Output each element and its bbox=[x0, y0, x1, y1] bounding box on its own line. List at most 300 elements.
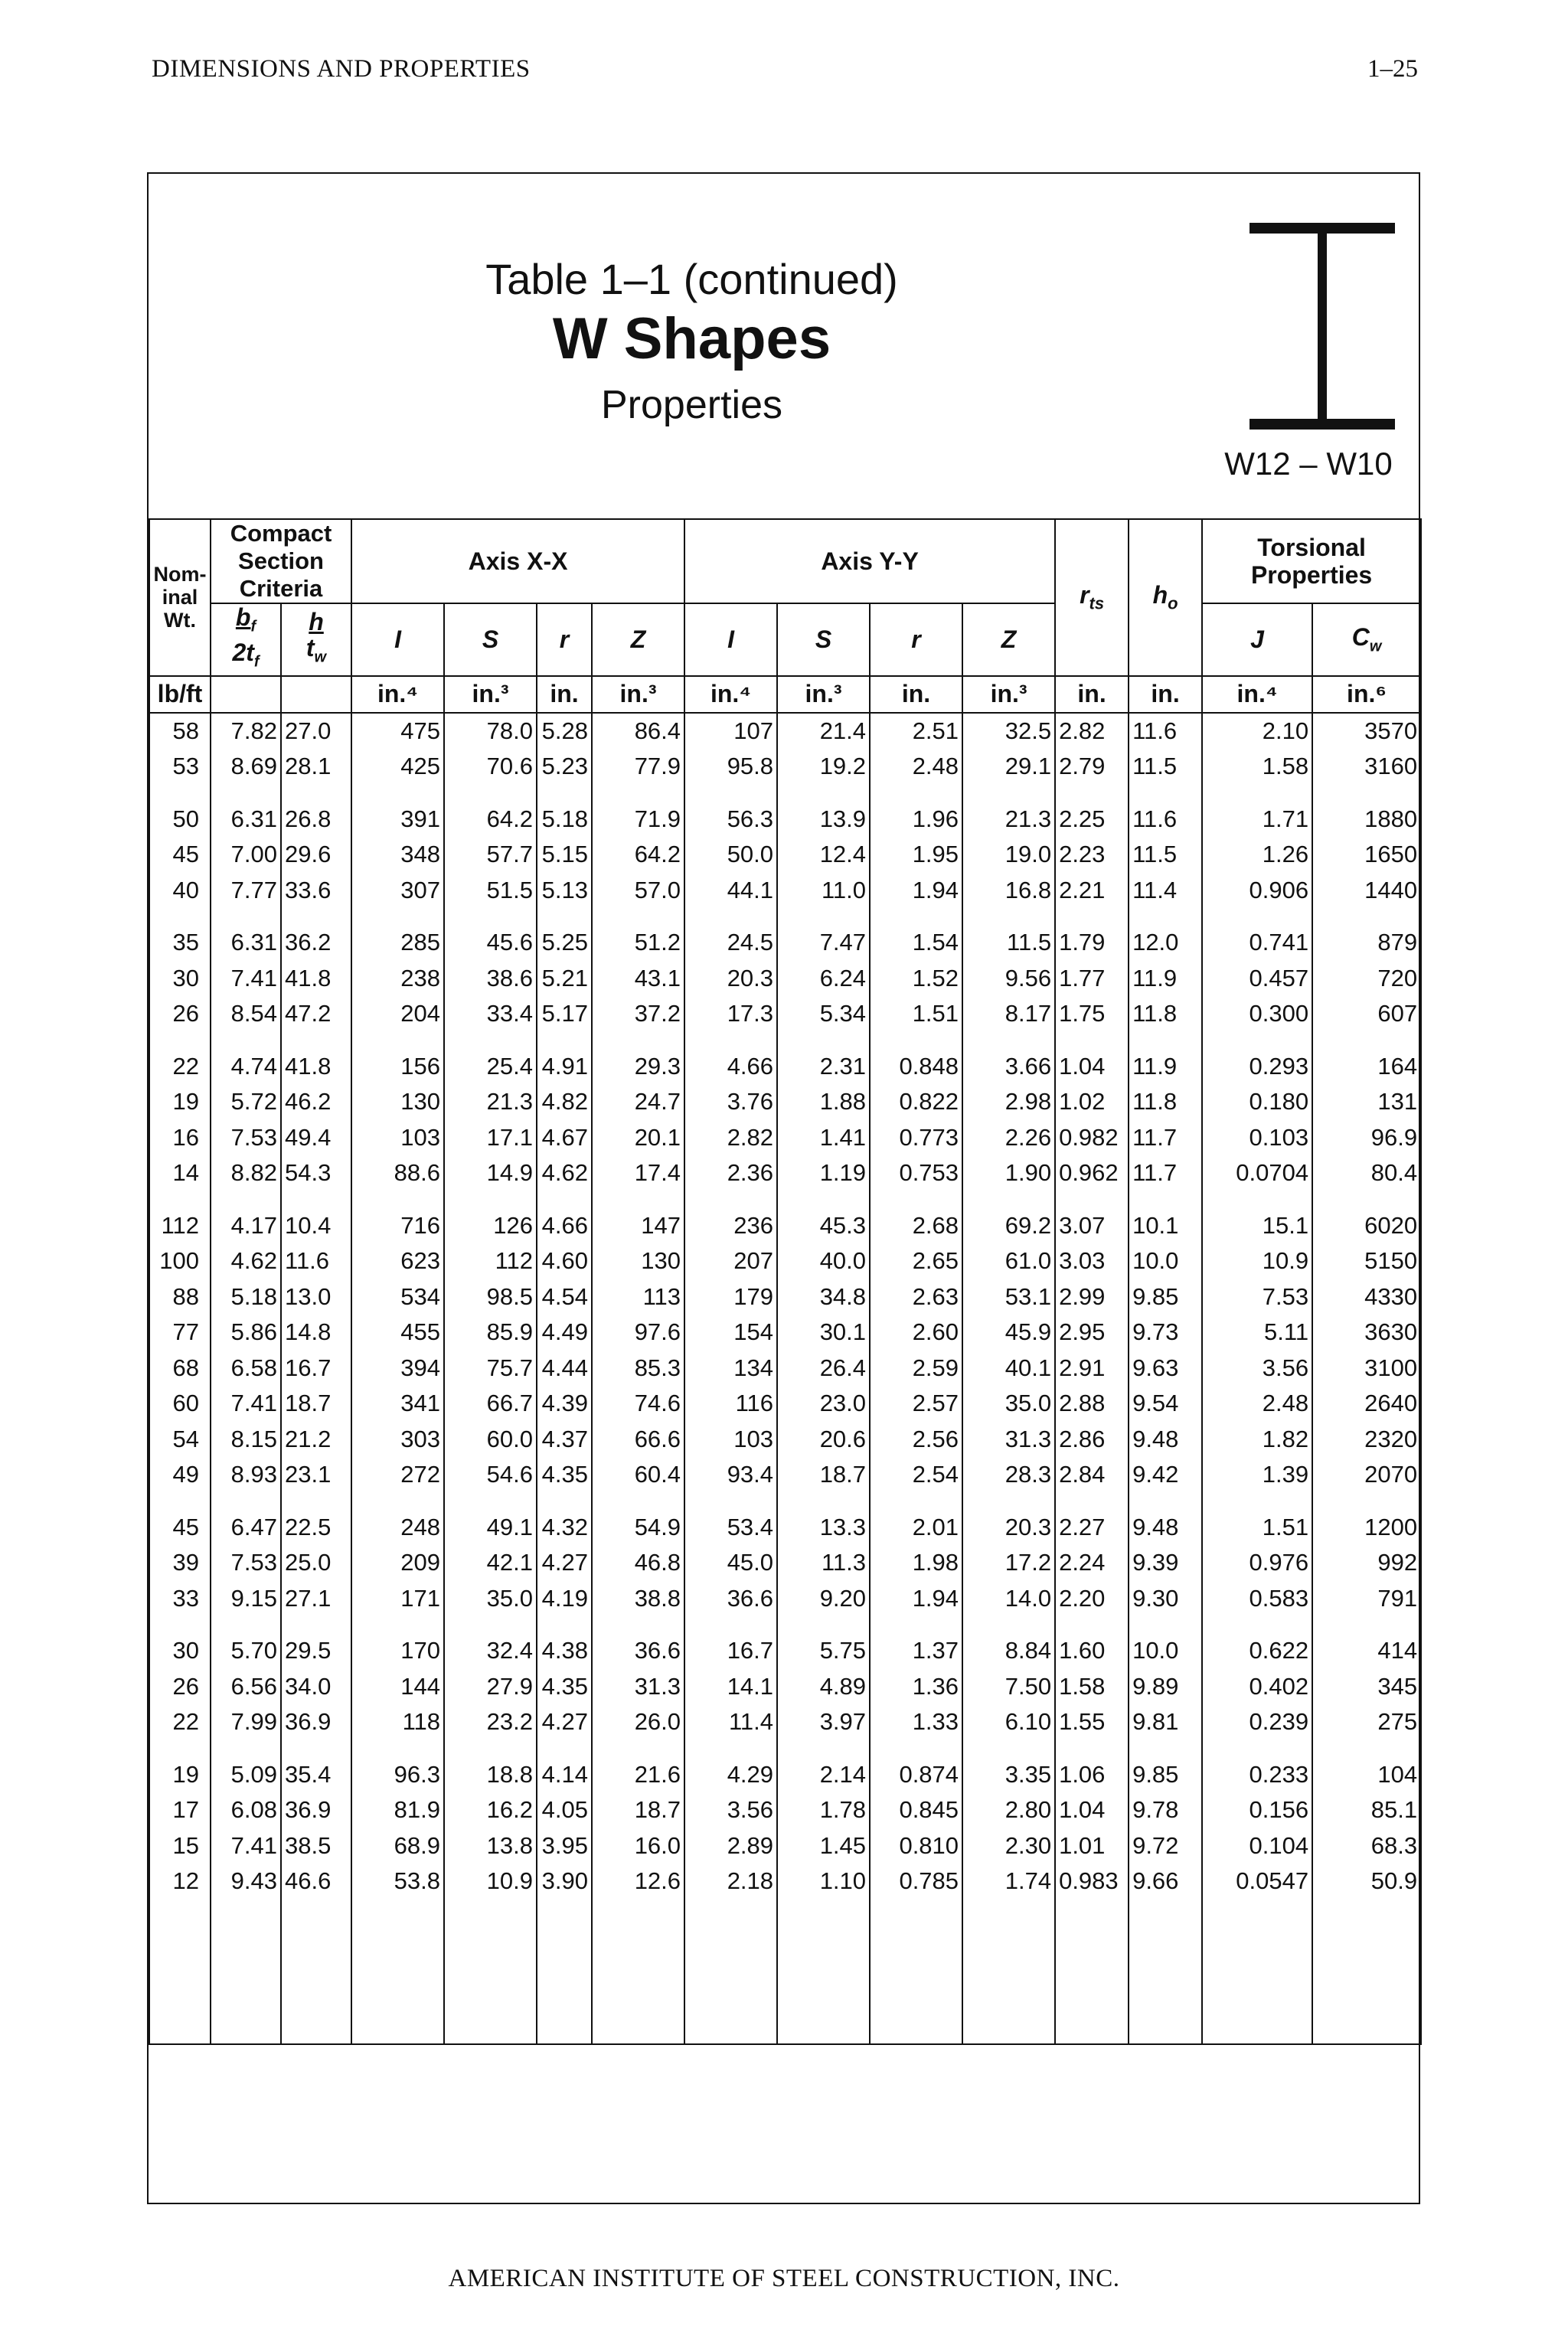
table-cell: 51.2 bbox=[592, 925, 684, 961]
spacer-cell bbox=[870, 785, 962, 802]
table-cell: 1.58 bbox=[1055, 1669, 1129, 1705]
table-cell: 34.0 bbox=[281, 1669, 351, 1705]
table-cell: 147 bbox=[592, 1208, 684, 1244]
table-cell: 0.457 bbox=[1202, 961, 1312, 997]
table-cell: 8.15 bbox=[211, 1422, 281, 1458]
table-cell: 0.976 bbox=[1202, 1545, 1312, 1581]
table-cell: 30 bbox=[149, 1633, 211, 1669]
header-j: J bbox=[1202, 603, 1312, 676]
table-cell: 80.4 bbox=[1312, 1155, 1421, 1191]
table-cell: 9.78 bbox=[1129, 1792, 1202, 1828]
table-cell: 20.6 bbox=[777, 1422, 870, 1458]
table-cell: 74.6 bbox=[592, 1386, 684, 1422]
table-row bbox=[149, 1757, 1421, 1793]
table-cell: 391 bbox=[351, 802, 444, 838]
table-cell: 16.2 bbox=[444, 1792, 537, 1828]
table-cell: 9.73 bbox=[1129, 1315, 1202, 1351]
table-cell: 11.7 bbox=[1129, 1120, 1202, 1156]
empty-cell bbox=[1202, 1900, 1312, 2044]
table-cell: 3.03 bbox=[1055, 1243, 1129, 1279]
unit-cell: lb/ft bbox=[149, 676, 211, 713]
table-cell: 29.6 bbox=[281, 837, 351, 873]
table-cell: 112 bbox=[149, 1208, 211, 1244]
empty-cell bbox=[1312, 1900, 1421, 2044]
spacer-cell bbox=[149, 1740, 211, 1757]
spacer-cell bbox=[592, 908, 684, 925]
spacer-cell bbox=[684, 785, 777, 802]
table-cell: 3.95 bbox=[537, 1828, 592, 1864]
table-cell: 118 bbox=[351, 1704, 444, 1740]
table-cell: 45.3 bbox=[777, 1208, 870, 1244]
table-row bbox=[149, 1208, 1421, 1244]
table-cell: 46.2 bbox=[281, 1084, 351, 1120]
group-spacer bbox=[149, 1740, 1421, 1757]
table-cell: 7.53 bbox=[211, 1545, 281, 1581]
table-cell: 10.1 bbox=[1129, 1208, 1202, 1244]
spacer-cell bbox=[962, 785, 1055, 802]
empty-cell bbox=[1129, 1900, 1202, 2044]
table-cell: 68.3 bbox=[1312, 1828, 1421, 1864]
table-cell: 49.1 bbox=[444, 1510, 537, 1546]
table-cell: 6.10 bbox=[962, 1704, 1055, 1740]
table-cell: 4.89 bbox=[777, 1669, 870, 1705]
unit-cell: in.⁴ bbox=[684, 676, 777, 713]
table-cell: 40.1 bbox=[962, 1351, 1055, 1387]
table-cell: 50 bbox=[149, 802, 211, 838]
table-cell: 0.822 bbox=[870, 1084, 962, 1120]
table-frame bbox=[147, 172, 1420, 2204]
table-cell: 2.31 bbox=[777, 1049, 870, 1085]
table-cell: 2.80 bbox=[962, 1792, 1055, 1828]
table-cell: 1.90 bbox=[962, 1155, 1055, 1191]
table-cell: 607 bbox=[1312, 996, 1421, 1032]
table-row bbox=[149, 1155, 1421, 1191]
table-row bbox=[149, 1084, 1421, 1120]
table-cell: 1.71 bbox=[1202, 802, 1312, 838]
spacer-cell bbox=[281, 785, 351, 802]
header-cw: $C_w$ bbox=[1312, 603, 1421, 676]
table-cell: 22.5 bbox=[281, 1510, 351, 1546]
spacer-cell bbox=[351, 1032, 444, 1049]
table-cell: 26 bbox=[149, 1669, 211, 1705]
table-cell: 5150 bbox=[1312, 1243, 1421, 1279]
spacer-cell bbox=[351, 1616, 444, 1633]
table-cell: 49.4 bbox=[281, 1120, 351, 1156]
table-cell: 93.4 bbox=[684, 1457, 777, 1493]
spacer-cell bbox=[444, 1493, 537, 1510]
table-cell: 2.88 bbox=[1055, 1386, 1129, 1422]
table-cell: 0.103 bbox=[1202, 1120, 1312, 1156]
table-cell: 8.17 bbox=[962, 996, 1055, 1032]
table-cell: 2070 bbox=[1312, 1457, 1421, 1493]
table-cell: 8.69 bbox=[211, 749, 281, 785]
table-cell: 7.41 bbox=[211, 961, 281, 997]
spacer-cell bbox=[351, 1191, 444, 1208]
table-cell: 86.4 bbox=[592, 713, 684, 750]
table-cell: 5.72 bbox=[211, 1084, 281, 1120]
unit-cell: in.⁴ bbox=[351, 676, 444, 713]
table-cell: 879 bbox=[1312, 925, 1421, 961]
table-cell: 5.09 bbox=[211, 1757, 281, 1793]
group-spacer bbox=[149, 1032, 1421, 1049]
table-cell: 35.0 bbox=[962, 1386, 1055, 1422]
table-cell: 11.5 bbox=[1129, 749, 1202, 785]
table-cell: 307 bbox=[351, 873, 444, 909]
table-cell: 5.28 bbox=[537, 713, 592, 750]
table-row bbox=[149, 837, 1421, 873]
table-cell: 4.66 bbox=[684, 1049, 777, 1085]
table-cell: 0.982 bbox=[1055, 1120, 1129, 1156]
table-cell: 9.54 bbox=[1129, 1386, 1202, 1422]
spacer-cell bbox=[684, 1740, 777, 1757]
table-cell: 20.3 bbox=[962, 1510, 1055, 1546]
spacer-cell bbox=[211, 785, 281, 802]
table-cell: 11.3 bbox=[777, 1545, 870, 1581]
table-cell: 29.5 bbox=[281, 1633, 351, 1669]
table-cell: 10.9 bbox=[1202, 1243, 1312, 1279]
table-cell: 32.5 bbox=[962, 713, 1055, 750]
table-cell: 17.2 bbox=[962, 1545, 1055, 1581]
spacer-cell bbox=[211, 1616, 281, 1633]
spacer-cell bbox=[777, 1616, 870, 1633]
group-spacer bbox=[149, 1191, 1421, 1208]
header-rx: r bbox=[537, 603, 592, 676]
table-cell: 1440 bbox=[1312, 873, 1421, 909]
table-cell: 23.0 bbox=[777, 1386, 870, 1422]
table-cell: 3.07 bbox=[1055, 1208, 1129, 1244]
spacer-cell bbox=[444, 908, 537, 925]
spacer-cell bbox=[281, 1740, 351, 1757]
empty-cell bbox=[592, 1900, 684, 2044]
group-spacer bbox=[149, 1493, 1421, 1510]
unit-cell: in. bbox=[870, 676, 962, 713]
table-cell: 7.50 bbox=[962, 1669, 1055, 1705]
table-cell: 11.6 bbox=[281, 1243, 351, 1279]
table-cell: 3160 bbox=[1312, 749, 1421, 785]
table-cell: 81.9 bbox=[351, 1792, 444, 1828]
spacer-cell bbox=[962, 908, 1055, 925]
table-cell: 22 bbox=[149, 1704, 211, 1740]
table-cell: 46.6 bbox=[281, 1864, 351, 1900]
publisher-footer: AMERICAN INSTITUTE OF STEEL CONSTRUCTION, INC. bbox=[448, 2265, 1120, 2292]
unit-cell: in.⁴ bbox=[1202, 676, 1312, 713]
table-cell: 1.06 bbox=[1055, 1757, 1129, 1793]
spacer-cell bbox=[1129, 1616, 1202, 1633]
table-cell: 11.8 bbox=[1129, 996, 1202, 1032]
table-cell: 7.47 bbox=[777, 925, 870, 961]
table-cell: 9.48 bbox=[1129, 1510, 1202, 1546]
spacer-cell bbox=[351, 1493, 444, 1510]
table-cell: 1.82 bbox=[1202, 1422, 1312, 1458]
table-cell: 475 bbox=[351, 713, 444, 750]
spacer-cell bbox=[1202, 908, 1312, 925]
table-body bbox=[149, 713, 1421, 2044]
table-cell: 455 bbox=[351, 1315, 444, 1351]
empty-cell bbox=[537, 1900, 592, 2044]
table-cell: 0.104 bbox=[1202, 1828, 1312, 1864]
table-cell: 18.7 bbox=[592, 1792, 684, 1828]
table-cell: 43.1 bbox=[592, 961, 684, 997]
table-cell: 21.3 bbox=[962, 802, 1055, 838]
table-cell: 156 bbox=[351, 1049, 444, 1085]
spacer-cell bbox=[537, 1616, 592, 1633]
table-cell: 236 bbox=[684, 1208, 777, 1244]
table-cell: 5.13 bbox=[537, 873, 592, 909]
table-cell: 0.583 bbox=[1202, 1581, 1312, 1617]
spacer-cell bbox=[684, 1032, 777, 1049]
spacer-cell bbox=[870, 1616, 962, 1633]
table-cell: 0.810 bbox=[870, 1828, 962, 1864]
spacer-cell bbox=[592, 1191, 684, 1208]
table-cell: 14.9 bbox=[444, 1155, 537, 1191]
spacer-cell bbox=[1312, 1191, 1421, 1208]
shape-range-label: W12 – W10 bbox=[1224, 446, 1393, 482]
table-cell: 126 bbox=[444, 1208, 537, 1244]
spacer-cell bbox=[281, 908, 351, 925]
spacer-cell bbox=[1055, 1493, 1129, 1510]
table-cell: 2.48 bbox=[870, 749, 962, 785]
table-cell: 2.79 bbox=[1055, 749, 1129, 785]
table-cell: 3.76 bbox=[684, 1084, 777, 1120]
spacer-cell bbox=[1055, 908, 1129, 925]
table-cell: 2320 bbox=[1312, 1422, 1421, 1458]
table-cell: 85.9 bbox=[444, 1315, 537, 1351]
running-head bbox=[152, 55, 1418, 93]
table-cell: 1.60 bbox=[1055, 1633, 1129, 1669]
spacer-cell bbox=[870, 908, 962, 925]
table-cell: 11.8 bbox=[1129, 1084, 1202, 1120]
spacer-cell bbox=[1129, 1191, 1202, 1208]
table-cell: 14 bbox=[149, 1155, 211, 1191]
table-cell: 19 bbox=[149, 1757, 211, 1793]
table-cell: 5.75 bbox=[777, 1633, 870, 1669]
spacer-cell bbox=[962, 1616, 1055, 1633]
spacer-cell bbox=[962, 1740, 1055, 1757]
table-cell: 77.9 bbox=[592, 749, 684, 785]
spacer-cell bbox=[149, 1191, 211, 1208]
table-cell: 716 bbox=[351, 1208, 444, 1244]
spacer-cell bbox=[1312, 1616, 1421, 1633]
table-cell: 1.01 bbox=[1055, 1828, 1129, 1864]
empty-cell bbox=[211, 1900, 281, 2044]
spacer-cell bbox=[1055, 785, 1129, 802]
table-cell: 103 bbox=[684, 1422, 777, 1458]
table-cell: 2.89 bbox=[684, 1828, 777, 1864]
table-cell: 8.54 bbox=[211, 996, 281, 1032]
table-cell: 35.0 bbox=[444, 1581, 537, 1617]
table-cell: 9.48 bbox=[1129, 1422, 1202, 1458]
table-cell: 12.4 bbox=[777, 837, 870, 873]
table-cell: 88.6 bbox=[351, 1155, 444, 1191]
table-cell: 17.3 bbox=[684, 996, 777, 1032]
table-row bbox=[149, 713, 1421, 750]
spacer-cell bbox=[592, 1740, 684, 1757]
table-cell: 3.56 bbox=[1202, 1351, 1312, 1387]
table-cell: 9.20 bbox=[777, 1581, 870, 1617]
table-cell: 30.1 bbox=[777, 1315, 870, 1351]
table-cell: 95.8 bbox=[684, 749, 777, 785]
table-cell: 3.56 bbox=[684, 1792, 777, 1828]
table-cell: 0.906 bbox=[1202, 873, 1312, 909]
empty-cell bbox=[149, 1900, 211, 2044]
table-cell: 15.1 bbox=[1202, 1208, 1312, 1244]
table-cell: 1.36 bbox=[870, 1669, 962, 1705]
table-cell: 53.4 bbox=[684, 1510, 777, 1546]
table-cell: 2.95 bbox=[1055, 1315, 1129, 1351]
table-cell: 1.19 bbox=[777, 1155, 870, 1191]
table-row bbox=[149, 1792, 1421, 1828]
table-cell: 0.0704 bbox=[1202, 1155, 1312, 1191]
table-cell: 17.1 bbox=[444, 1120, 537, 1156]
spacer-cell bbox=[1129, 1032, 1202, 1049]
table-cell: 14.8 bbox=[281, 1315, 351, 1351]
table-cell: 5.18 bbox=[537, 802, 592, 838]
spacer-cell bbox=[281, 1032, 351, 1049]
table-cell: 0.874 bbox=[870, 1757, 962, 1793]
spacer-cell bbox=[1312, 908, 1421, 925]
table-cell: 4.32 bbox=[537, 1510, 592, 1546]
table-cell: 2.99 bbox=[1055, 1279, 1129, 1315]
table-cell: 27.9 bbox=[444, 1669, 537, 1705]
table-cell: 2.36 bbox=[684, 1155, 777, 1191]
table-cell: 5.86 bbox=[211, 1315, 281, 1351]
table-cell: 28.3 bbox=[962, 1457, 1055, 1493]
spacer-cell bbox=[870, 1032, 962, 1049]
table-cell: 2.01 bbox=[870, 1510, 962, 1546]
header-ho: $h_o$ bbox=[1129, 519, 1202, 676]
table-cell: 2.21 bbox=[1055, 873, 1129, 909]
units-row bbox=[149, 676, 1421, 713]
table-cell: 36.6 bbox=[684, 1581, 777, 1617]
table-cell: 42.1 bbox=[444, 1545, 537, 1581]
table-cell: 5.34 bbox=[777, 996, 870, 1032]
table-cell: 19.0 bbox=[962, 837, 1055, 873]
table-cell: 1.79 bbox=[1055, 925, 1129, 961]
table-cell: 992 bbox=[1312, 1545, 1421, 1581]
table-cell: 113 bbox=[592, 1279, 684, 1315]
table-cell: 0.962 bbox=[1055, 1155, 1129, 1191]
table-cell: 33.6 bbox=[281, 873, 351, 909]
table-cell: 13.3 bbox=[777, 1510, 870, 1546]
table-title: W Shapes bbox=[552, 306, 831, 371]
table-cell: 5.15 bbox=[537, 837, 592, 873]
table-cell: 98.5 bbox=[444, 1279, 537, 1315]
table-cell: 4.27 bbox=[537, 1704, 592, 1740]
table-cell: 2.30 bbox=[962, 1828, 1055, 1864]
table-row bbox=[149, 1510, 1421, 1546]
table-cell: 1.45 bbox=[777, 1828, 870, 1864]
header-zx: Z bbox=[592, 603, 684, 676]
table-cell: 13.9 bbox=[777, 802, 870, 838]
table-cell: 341 bbox=[351, 1386, 444, 1422]
header-nominal-weight: Nom- inal Wt. bbox=[149, 519, 211, 676]
spacer-cell bbox=[1202, 785, 1312, 802]
table-cell: 54.9 bbox=[592, 1510, 684, 1546]
table-cell: 2.91 bbox=[1055, 1351, 1129, 1387]
spacer-cell bbox=[351, 1740, 444, 1757]
table-cell: 64.2 bbox=[444, 802, 537, 838]
table-cell: 2.82 bbox=[684, 1120, 777, 1156]
table-cell: 78.0 bbox=[444, 713, 537, 750]
table-cell: 17.4 bbox=[592, 1155, 684, 1191]
table-cell: 25.0 bbox=[281, 1545, 351, 1581]
spacer-cell bbox=[592, 785, 684, 802]
group-spacer bbox=[149, 908, 1421, 925]
spacer-cell bbox=[211, 1032, 281, 1049]
table-cell: 5.18 bbox=[211, 1279, 281, 1315]
table-cell: 14.1 bbox=[684, 1669, 777, 1705]
header-rts: $r_{ts}$ bbox=[1055, 519, 1129, 676]
table-cell: 285 bbox=[351, 925, 444, 961]
table-cell: 0.622 bbox=[1202, 1633, 1312, 1669]
spacer-cell bbox=[537, 1032, 592, 1049]
table-row bbox=[149, 1864, 1421, 1900]
table-cell: 25.4 bbox=[444, 1049, 537, 1085]
table-cell: 1.04 bbox=[1055, 1792, 1129, 1828]
table-cell: 2.68 bbox=[870, 1208, 962, 1244]
header-axis-xx: Axis X-X bbox=[351, 519, 684, 603]
table-cell: 2.56 bbox=[870, 1422, 962, 1458]
table-cell: 9.72 bbox=[1129, 1828, 1202, 1864]
table-cell: 3100 bbox=[1312, 1351, 1421, 1387]
table-cell: 0.180 bbox=[1202, 1084, 1312, 1120]
table-cell: 2.84 bbox=[1055, 1457, 1129, 1493]
table-cell: 16 bbox=[149, 1120, 211, 1156]
spacer-cell bbox=[1129, 785, 1202, 802]
table-cell: 8.93 bbox=[211, 1457, 281, 1493]
table-cell: 9.89 bbox=[1129, 1669, 1202, 1705]
spacer-cell bbox=[1055, 1740, 1129, 1757]
table-cell: 66.7 bbox=[444, 1386, 537, 1422]
spacer-cell bbox=[1312, 1493, 1421, 1510]
table-cell: 70.6 bbox=[444, 749, 537, 785]
spacer-cell bbox=[444, 785, 537, 802]
table-cell: 720 bbox=[1312, 961, 1421, 997]
table-row bbox=[149, 1422, 1421, 1458]
table-cell: 0.785 bbox=[870, 1864, 962, 1900]
table-cell: 0.741 bbox=[1202, 925, 1312, 961]
table-cell: 3.97 bbox=[777, 1704, 870, 1740]
table-cell: 2.60 bbox=[870, 1315, 962, 1351]
table-cell: 0.0547 bbox=[1202, 1864, 1312, 1900]
spacer-cell bbox=[149, 1616, 211, 1633]
table-cell: 36.2 bbox=[281, 925, 351, 961]
table-cell: 18.7 bbox=[281, 1386, 351, 1422]
table-row bbox=[149, 1120, 1421, 1156]
table-cell: 13.8 bbox=[444, 1828, 537, 1864]
table-cell: 56.3 bbox=[684, 802, 777, 838]
table-cell: 112 bbox=[444, 1243, 537, 1279]
table-cell: 96.3 bbox=[351, 1757, 444, 1793]
table-cell: 0.773 bbox=[870, 1120, 962, 1156]
unit-cell: in.³ bbox=[592, 676, 684, 713]
table-row bbox=[149, 961, 1421, 997]
header-bf-2tf: $b_f$ $2t_f$ bbox=[211, 603, 281, 676]
table-cell: 4.66 bbox=[537, 1208, 592, 1244]
header-compact-section: Compact Section Criteria bbox=[211, 519, 351, 603]
table-cell: 60 bbox=[149, 1386, 211, 1422]
spacer-cell bbox=[211, 908, 281, 925]
table-cell: 6.47 bbox=[211, 1510, 281, 1546]
table-cell: 9.43 bbox=[211, 1864, 281, 1900]
table-row bbox=[149, 1457, 1421, 1493]
table-cell: 4.35 bbox=[537, 1457, 592, 1493]
table-cell: 2.24 bbox=[1055, 1545, 1129, 1581]
table-cell: 0.156 bbox=[1202, 1792, 1312, 1828]
spacer-cell bbox=[870, 1740, 962, 1757]
table-cell: 107 bbox=[684, 713, 777, 750]
spacer-cell bbox=[592, 1616, 684, 1633]
